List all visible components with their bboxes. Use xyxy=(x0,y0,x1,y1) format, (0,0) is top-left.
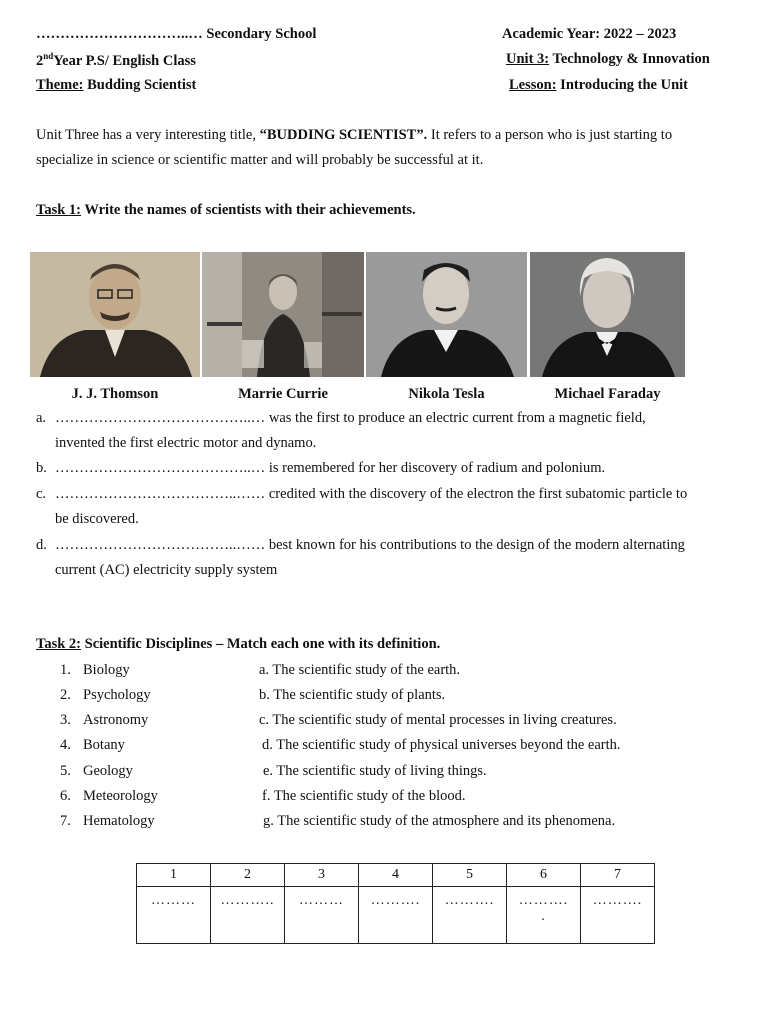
definition: f. The scientific study of the blood. xyxy=(262,788,466,804)
item-letter: b. xyxy=(36,460,47,476)
unit-label: Unit 3: xyxy=(506,51,550,67)
class-rest: Year P.S/ English Class xyxy=(53,52,196,69)
theme-value: Budding Scientist xyxy=(83,77,197,93)
discipline-name: Botany xyxy=(83,737,125,753)
discipline-name: Biology xyxy=(83,662,130,678)
class-info xyxy=(36,51,196,70)
unit-info xyxy=(506,51,710,68)
discipline-name: Hematology xyxy=(83,813,155,829)
caption-scientist-1: J. J. Thomson xyxy=(71,386,159,402)
item-d-line1: ………………………………..…… best known for his contributions to the design of the modern alternating xyxy=(55,537,685,553)
definition: g. The scientific study of the atmosphere and its phenomena. xyxy=(263,813,616,829)
definition: b. The scientific study of plants. xyxy=(259,687,446,703)
discipline-name: Geology xyxy=(83,763,133,779)
discipline-num: 2. xyxy=(60,687,71,703)
photo-curie xyxy=(202,252,364,377)
answer-table-row xyxy=(137,887,655,944)
answer-header-cell: 2 xyxy=(211,864,285,887)
task2-instruction: Scientific Disciplines – Match each one with its definition. xyxy=(81,636,441,652)
intro-line-1 xyxy=(36,127,672,144)
lesson-label: Lesson: xyxy=(509,77,557,93)
caption-scientist-4: Michael Faraday xyxy=(554,386,661,402)
theme-info xyxy=(36,77,196,94)
task2-label: Task 2: xyxy=(36,636,82,652)
task2-heading xyxy=(36,636,440,653)
item-letter: a. xyxy=(36,410,47,426)
item-letter: c. xyxy=(36,486,47,502)
answer-header-cell: 4 xyxy=(359,864,433,887)
discipline-name: Astronomy xyxy=(83,712,149,728)
discipline-num: 4. xyxy=(60,737,71,753)
definition: e. The scientific study of living things. xyxy=(263,763,487,779)
intro-text: Unit Three has a very interesting title, xyxy=(36,127,260,143)
task1-instruction: Write the names of scientists with their achievements. xyxy=(81,202,416,218)
lesson-info xyxy=(509,77,688,94)
answer-header-cell: 3 xyxy=(285,864,359,887)
answer-table xyxy=(136,863,655,944)
item-c-line1: ………………………………..…… credited with the discovery of the electron the first subatomic particle to xyxy=(55,486,688,502)
task1-heading xyxy=(36,202,416,219)
discipline-num: 5. xyxy=(60,763,71,779)
class-grade: 2 xyxy=(36,52,44,69)
theme-label: Theme: xyxy=(36,77,84,93)
intro-title: “BUDDING SCIENTIST”. xyxy=(259,127,428,143)
discipline-num: 1. xyxy=(60,662,71,678)
answer-blank-cell[interactable]: ……… xyxy=(285,887,359,944)
answer-header-cell: 7 xyxy=(581,864,655,887)
school-name: …………………………..… Secondary School xyxy=(36,26,317,42)
discipline-name: Psychology xyxy=(83,687,151,703)
answer-blank-cell[interactable]: ………. xyxy=(433,887,507,944)
item-letter: d. xyxy=(36,537,47,553)
lesson-value: Introducing the Unit xyxy=(556,77,689,93)
answer-blank-cell[interactable] xyxy=(507,887,581,944)
photo-faraday xyxy=(530,252,685,377)
answer-blank-cell[interactable]: ……….. xyxy=(211,887,285,944)
photo-thomson xyxy=(30,252,200,377)
answer-header-cell: 5 xyxy=(433,864,507,887)
answer-blank-cell[interactable]: ………. xyxy=(359,887,433,944)
task1-label: Task 1: xyxy=(36,202,82,218)
answer-blank-extra: . xyxy=(541,909,546,924)
item-a-line1: …………………………………..… was the first to produce an electric current from a magnetic field, xyxy=(55,410,646,426)
answer-header-cell: 6 xyxy=(507,864,581,887)
class-sup: nd xyxy=(43,51,54,61)
discipline-num: 7. xyxy=(60,813,71,829)
intro-text-cont: It refers to a person who is just starting to xyxy=(427,127,673,143)
discipline-num: 6. xyxy=(60,788,71,804)
definition: a. The scientific study of the earth. xyxy=(259,662,461,678)
definition: c. The scientific study of mental processes in living creatures. xyxy=(259,712,617,728)
item-a-line2: invented the first electric motor and dynamo. xyxy=(55,435,317,451)
item-c-line2: be discovered. xyxy=(55,511,139,527)
item-d-line2: current (AC) electricity supply system xyxy=(55,562,278,578)
unit-value: Technology & Innovation xyxy=(549,51,710,67)
answer-blank-cell[interactable]: ……… xyxy=(137,887,211,944)
caption-scientist-3: Nikola Tesla xyxy=(408,386,485,402)
item-b-line1: …………………………………..… is remembered for her discovery of radium and polonium. xyxy=(55,460,606,476)
discipline-num: 3. xyxy=(60,712,71,728)
discipline-name: Meteorology xyxy=(83,788,158,804)
definition: d. The scientific study of physical universes beyond the earth. xyxy=(262,737,621,753)
intro-line-2: specialize in science or scientific matter and will probably be successful at it. xyxy=(36,152,484,168)
answer-blank-text: ………. xyxy=(518,893,569,908)
academic-year: Academic Year: 2022 – 2023 xyxy=(502,26,677,42)
answer-header-cell: 1 xyxy=(137,864,211,887)
caption-scientist-2: Marrie Currie xyxy=(238,386,328,402)
photo-tesla xyxy=(366,252,527,377)
answer-blank-cell[interactable]: ………. xyxy=(581,887,655,944)
answer-table-header xyxy=(137,864,655,887)
